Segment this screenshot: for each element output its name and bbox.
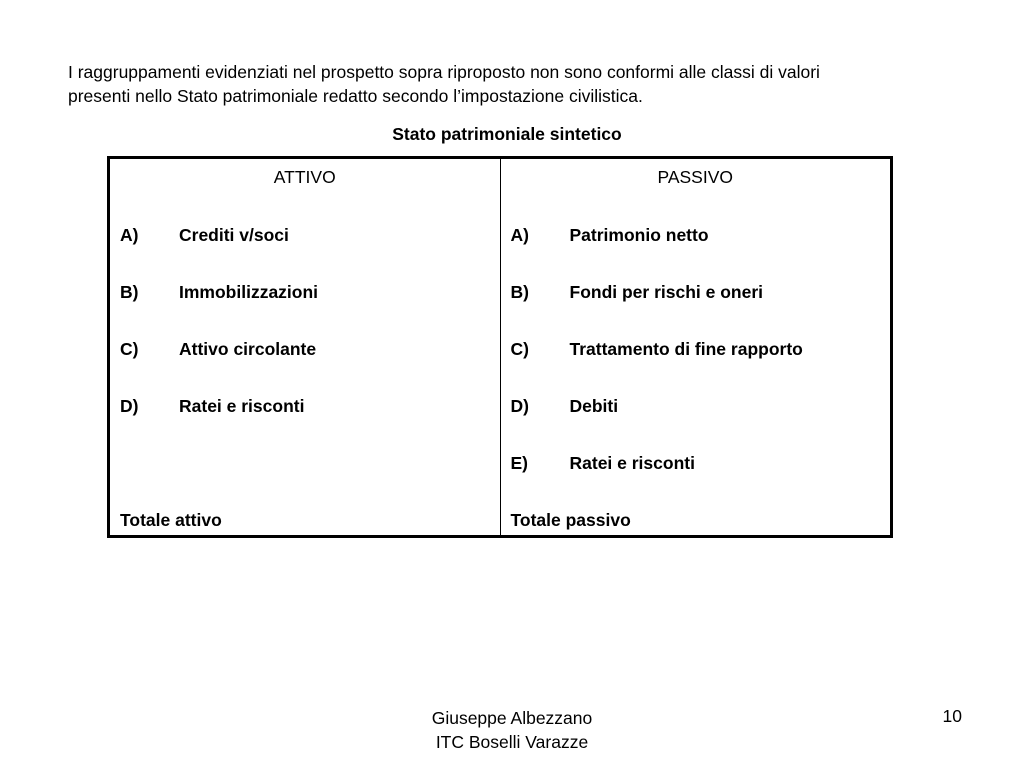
attivo-item [120,396,304,417]
passivo-total: Totale passivo [510,510,631,530]
passivo-column [500,159,891,535]
intro-paragraph [68,60,968,108]
passivo-item [511,282,764,303]
passivo-item [511,225,709,246]
item-letter: A) [120,225,139,245]
item-label: Ratei e risconti [569,453,695,473]
attivo-item [120,225,289,246]
intro-line-2: presenti nello Stato patrimoniale redatto secondo l’impostazione civilistica. [68,86,643,106]
attivo-total: Totale attivo [120,510,222,530]
passivo-heading: PASSIVO [657,167,734,187]
page-number: 10 [942,706,962,726]
item-label: Ratei e risconti [179,396,305,416]
balance-sheet-table [107,156,893,538]
attivo-heading: ATTIVO [273,167,336,187]
author-school: ITC Boselli Varazze [435,732,589,752]
item-label: Fondi per rischi e oneri [569,282,764,302]
attivo-item [120,339,316,360]
item-label: Trattamento di fine rapporto [569,339,803,359]
item-label: Attivo circolante [179,339,317,359]
item-letter: C) [120,339,139,359]
passivo-item [511,396,619,417]
item-label: Immobilizzazioni [179,282,319,302]
item-letter: D) [120,396,139,416]
attivo-item [120,282,318,303]
footer-author [0,706,1024,754]
item-letter: D) [510,396,529,416]
passivo-item [511,453,695,474]
item-letter: A) [510,225,529,245]
intro-line-1: I raggruppamenti evidenziati nel prospetto sopra riproposto non sono conformi alle classi di valori [68,62,820,82]
item-letter: B) [510,282,529,302]
author-name: Giuseppe Albezzano [431,708,593,728]
item-letter: B) [120,282,139,302]
item-label: Patrimonio netto [569,225,709,245]
passivo-item [511,339,803,360]
item-label: Debiti [569,396,619,416]
item-letter: E) [510,453,528,473]
item-label: Crediti v/soci [179,225,289,245]
table-title: Stato patrimoniale sintetico [392,124,622,144]
item-letter: C) [510,339,529,359]
attivo-column [110,159,500,535]
